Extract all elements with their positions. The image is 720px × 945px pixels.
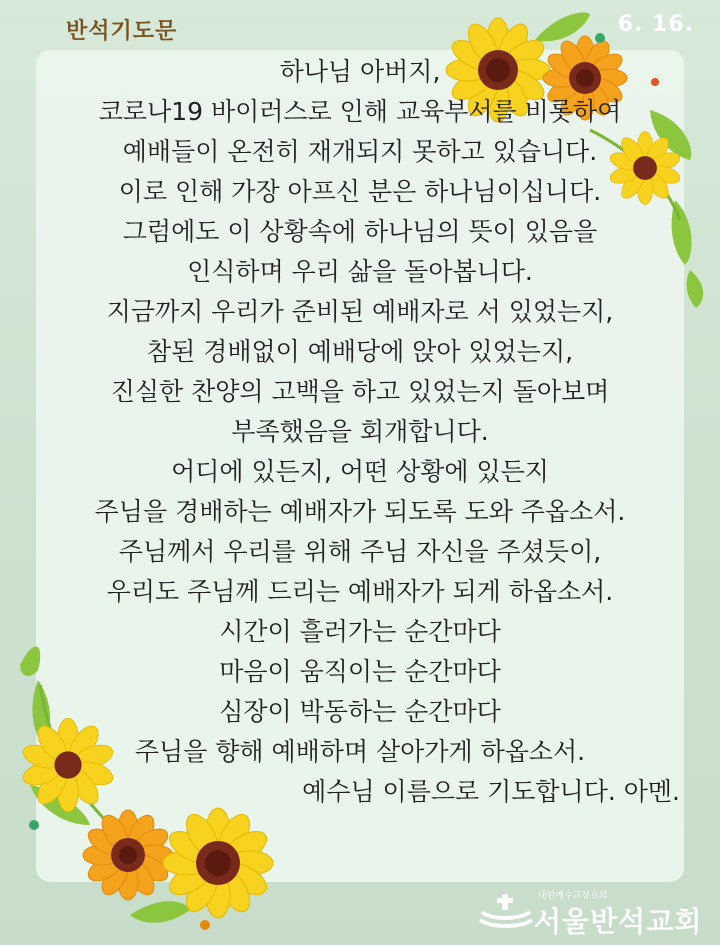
prayer-line: 인식하며 우리 삶을 돌아봅니다. (187, 257, 533, 286)
prayer-line: 마음이 움직이는 순간마다 (219, 657, 501, 686)
prayer-line: 하나님 아버지, (279, 57, 441, 86)
page-title: 반석기도문 (66, 19, 178, 44)
date-label: 6. 16. (617, 12, 694, 37)
prayer-line: 지금까지 우리가 준비된 예배자로 서 있었는지, (106, 297, 614, 326)
prayer-line: 주님께서 우리를 위해 주님 자신을 주셨듯이, (118, 537, 602, 566)
church-subtitle: 대한예수교장로회 (538, 891, 608, 901)
prayer-line: 부족했음을 회개합니다. (231, 417, 489, 446)
prayer-line: 그럼에도 이 상황속에 하나님의 뜻이 있음을 (122, 217, 598, 246)
prayer-line: 심장이 박동하는 순간마다 (219, 697, 501, 726)
prayer-line: 주님을 향해 예배하며 살아가게 하옵소서. (134, 737, 586, 766)
prayer-line: 어디에 있든지, 어떤 상황에 있든지 (171, 457, 549, 486)
prayer-line: 코로나19 바이러스로 인해 교육부서를 비롯하여 (98, 97, 622, 126)
prayer-line: 이로 인해 가장 아프신 분은 하나님이십니다. (118, 177, 602, 206)
church-logo-icon (478, 892, 534, 932)
prayer-line: 예배들이 온전히 재개되지 못하고 있습니다. (122, 137, 598, 166)
prayer-line-closing: 예수님 이름으로 기도합니다. 아멘. (302, 777, 680, 806)
church-logo (478, 888, 708, 938)
prayer-line: 우리도 주님께 드리는 예배자가 되게 하옵소서. (106, 577, 614, 606)
prayer-line: 주님을 경배하는 예배자가 되도록 도와 주옵소서. (94, 497, 626, 526)
prayer-line: 시간이 흘러가는 순간마다 (219, 617, 501, 646)
church-name: 서울반석교회 (534, 905, 703, 938)
prayer-line: 참된 경배없이 예배당에 앉아 있었는지, (146, 337, 574, 366)
prayer-line: 진실한 찬양의 고백을 하고 있었는지 돌아보며 (110, 377, 610, 406)
prayer-text (36, 52, 684, 812)
